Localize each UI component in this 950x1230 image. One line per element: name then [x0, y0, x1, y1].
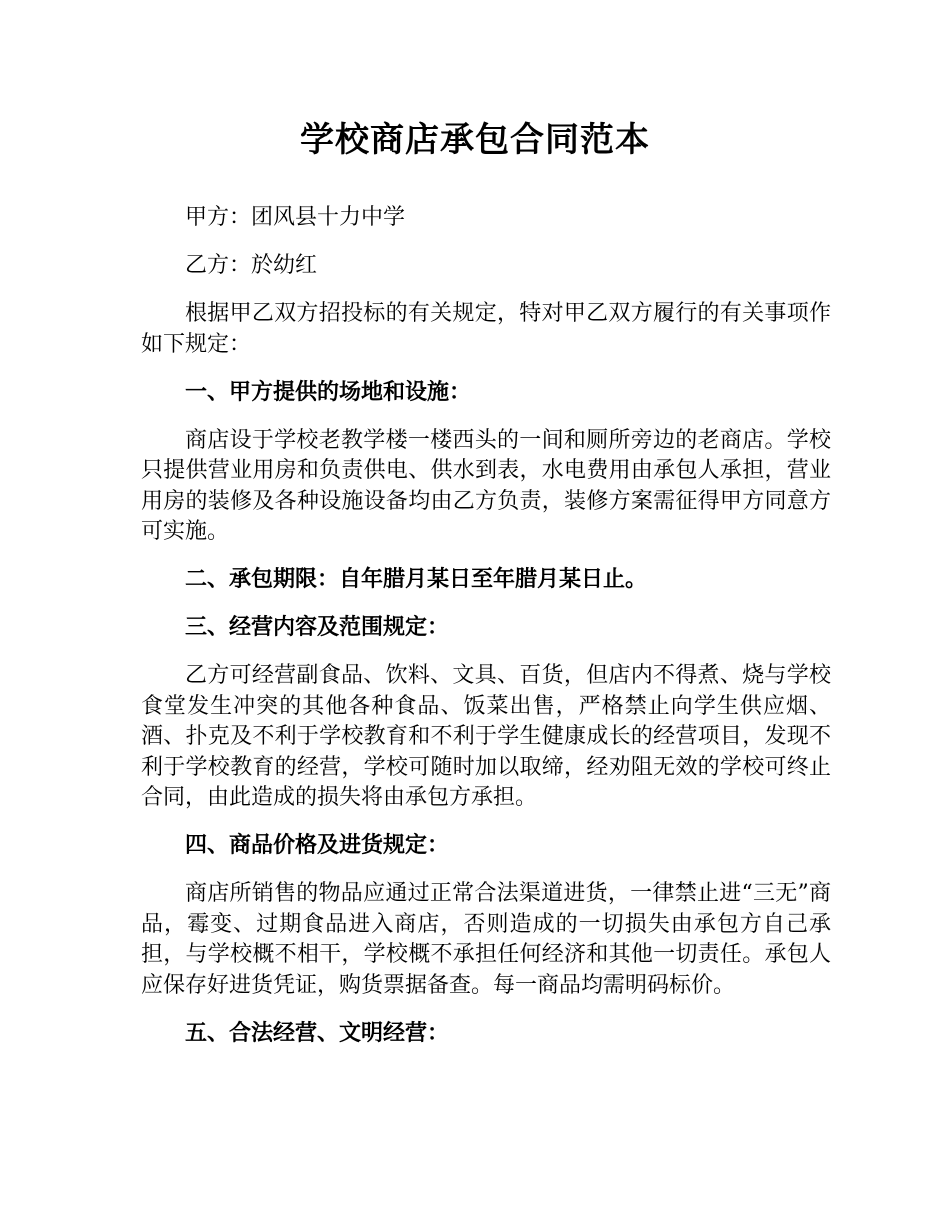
section-1-body: 商店设于学校老教学楼一楼西头的一间和厕所旁边的老商店。学校只提供营业用房和负责供电、供水到表，水电费用由承包人承担，营业用房的装修及各种设施设备均由乙方负责，装修方案需征得甲方同意方可实施。	[141, 427, 831, 544]
section-4-body: 商店所销售的物品应通过正常合法渠道进货，一律禁止进“三无”商品，霉变、过期食品进入商店，否则造成的一切损失由承包方自己承担，与学校概不相干，学校概不承担任何经济和其他一切责任。承包人应保存好进货凭证，购货票据备查。每一商品均需明码标价。	[141, 881, 831, 998]
section-4-heading: 四、商品价格及进货规定：	[185, 833, 450, 858]
section-3-heading: 三、经营内容及范围规定：	[185, 615, 450, 640]
intro-paragraph: 根据甲乙双方招投标的有关规定，特对甲乙双方履行的有关事项作如下规定：	[141, 301, 831, 357]
section-5-heading: 五、合法经营、文明经营：	[185, 1020, 450, 1046]
party-a-line: 甲方：团风县十力中学	[185, 205, 406, 230]
section-3-body: 乙方可经营副食品、饮料、文具、百货，但店内不得煮、烧与学校食堂发生冲突的其他各种食品、饭菜出售，严格禁止向学生供应烟、酒、扑克及不利于学校教育和不利于学生健康成长的经营项目，发现不利于学校教育的经营，学校可随时加以取缔，经劝阻无效的学校可终止合同，由此造成的损失将由承包方承担。	[141, 663, 831, 810]
party-b-line: 乙方：於幼红	[185, 253, 318, 278]
document-title: 学校商店承包合同范本	[300, 120, 650, 160]
section-2-heading: 二、承包期限：自年腊月某日至年腊月某日止。	[185, 567, 648, 592]
document-body	[141, 203, 831, 1067]
section-1-heading: 一、甲方提供的场地和设施：	[185, 379, 472, 405]
